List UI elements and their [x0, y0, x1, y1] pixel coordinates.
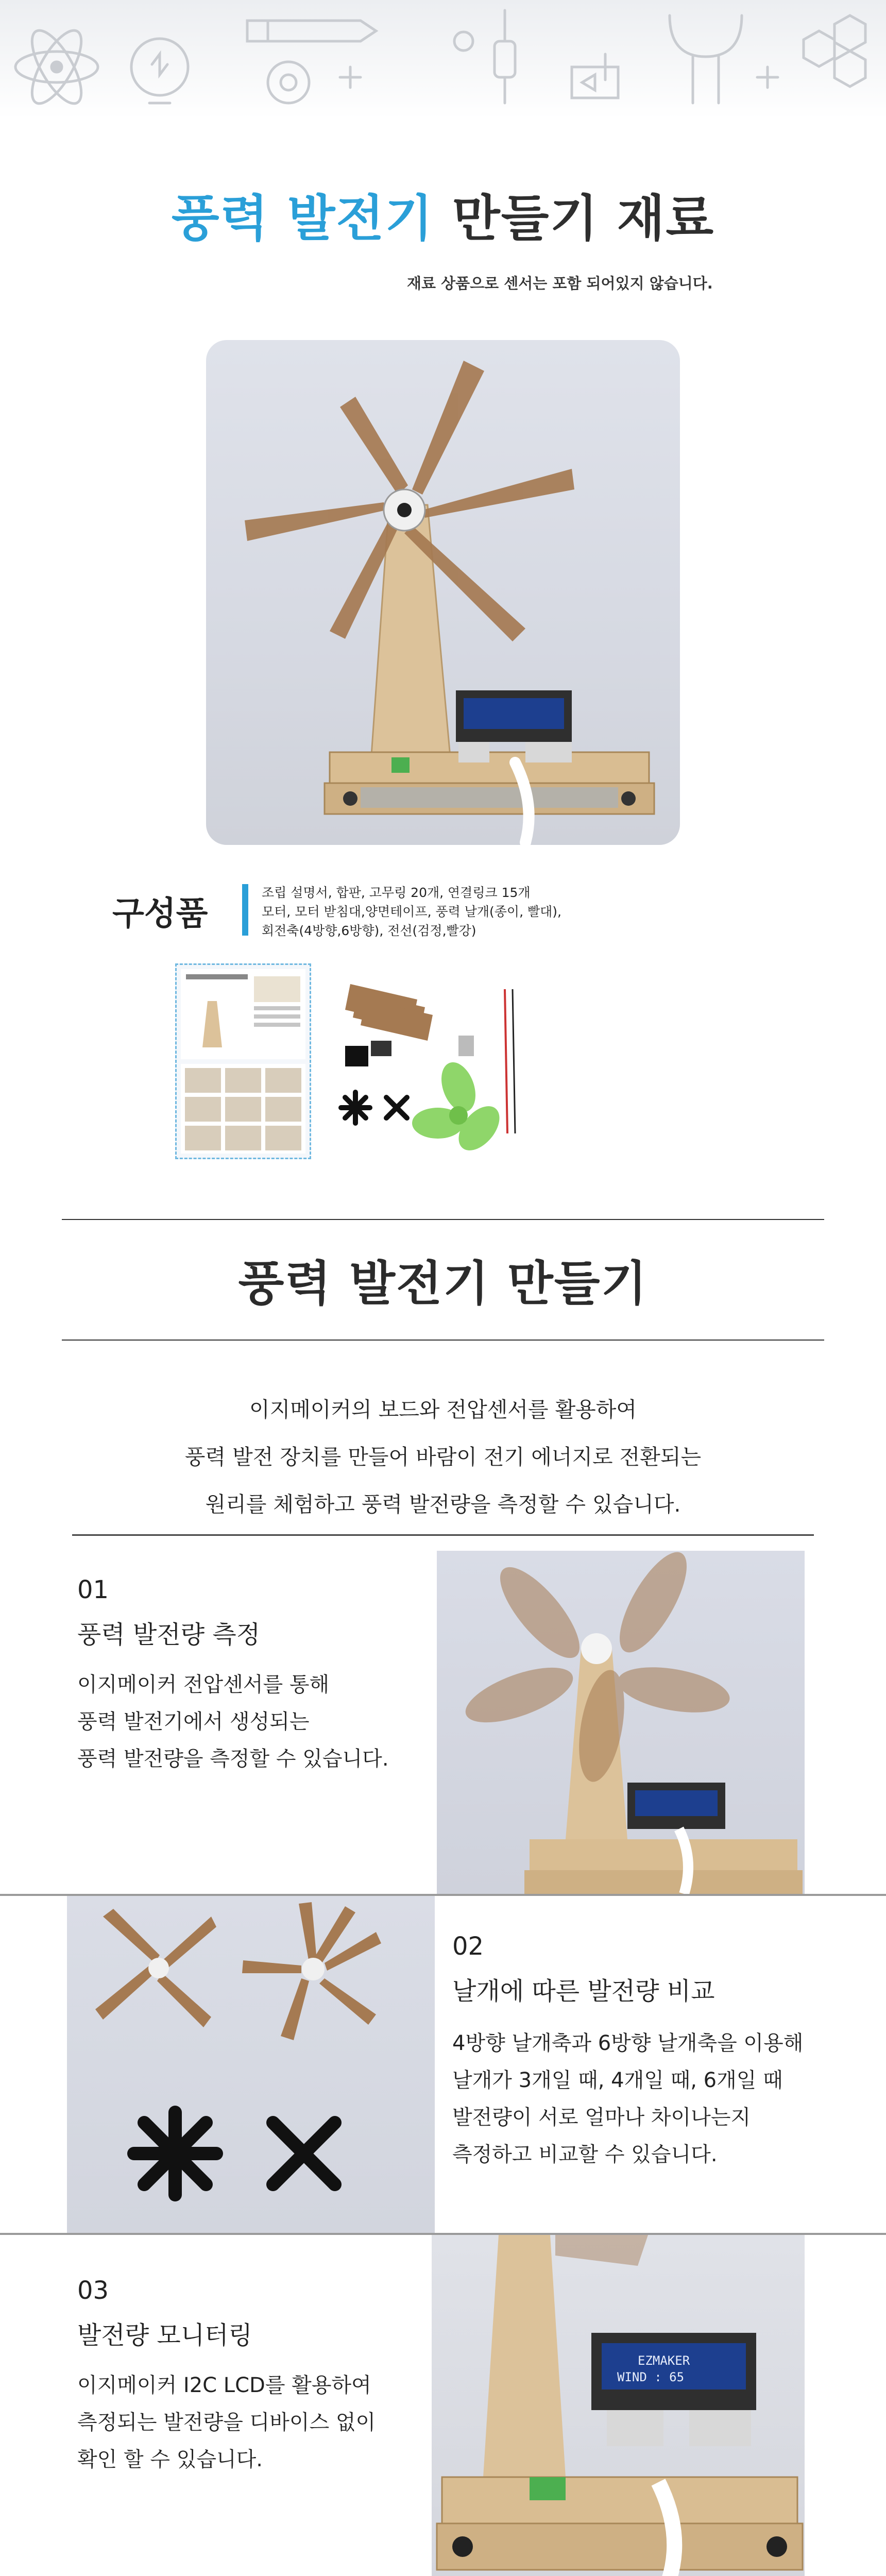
step-2-photo: [67, 1896, 435, 2234]
page-title-rest: 만들기 재료: [452, 190, 715, 247]
step-1-desc-line: 풍력 발전량을 측정할 수 있습니다.: [77, 1747, 389, 1771]
lcd-monitor-image: [432, 2235, 805, 2576]
components-line: 모터, 모터 받침대,양면테이프, 풍력 날개(종이, 빨대),: [262, 904, 561, 919]
intro-divider: [72, 1534, 814, 1536]
step-3-desc-line: 이지메이커 I2C LCD를 활용하여: [77, 2374, 371, 2397]
components-line: 조립 설명서, 합판, 고무링 20개, 연결링크 15개: [262, 885, 531, 900]
section-rule-top: [62, 1219, 824, 1220]
step-2-desc-line: 4방향 날개축과 6방향 날개축을 이용해: [452, 2031, 804, 2055]
step-1-description: [77, 1666, 389, 1777]
lcd-line-1: EZMAKER: [638, 2353, 690, 2368]
intro-line: 이지메이커의 보드와 전압센서를 활용하여: [249, 1397, 637, 1422]
step-2-desc-line: 측정하고 비교할 수 있습니다.: [452, 2143, 718, 2166]
manual-pages-image: [177, 965, 310, 1158]
intro-line: 원리를 체험하고 풍력 발전량을 측정할 수 있습니다.: [205, 1492, 681, 1517]
windmill-illustration: [206, 340, 680, 845]
step-2-description: [452, 2025, 803, 2173]
step-3-desc-line: 확인 할 수 있습니다.: [77, 2448, 263, 2471]
sensor-notice: 재료 상품으로 센서는 포함 되어있지 않습니다.: [407, 275, 713, 292]
spinning-windmill-image: [437, 1551, 805, 1894]
step-2-desc-line: 날개가 3개일 때, 4개일 때, 6개일 때: [452, 2069, 783, 2092]
section-title: 풍력 발전기 만들기: [238, 1256, 648, 1311]
step-3-description: [77, 2367, 376, 2478]
hero-product-photo: [206, 340, 680, 845]
components-heading: 구성품: [112, 895, 208, 933]
lcd-line-2: WIND : 65: [617, 2370, 685, 2384]
assembly-manual-thumbnail: [175, 963, 311, 1159]
section-intro: [0, 1386, 886, 1528]
components-line: 회전축(4방향,6방향), 전선(검정,빨강): [262, 923, 476, 938]
intro-line: 풍력 발전 장치를 만들어 바람이 전기 에너지로 전환되는: [184, 1445, 702, 1469]
step-1-number: 01: [77, 1575, 109, 1604]
step-2-number: 02: [452, 1932, 484, 1961]
step-3-title: 발전량 모니터링: [77, 2321, 252, 2350]
step-1-desc-line: 이지메이커 전압센서를 통해: [77, 1673, 330, 1697]
page-title-highlight: 풍력 발전기: [171, 190, 434, 247]
components-accent-bar: [242, 884, 248, 936]
science-doodle-pattern: [0, 0, 886, 118]
section-rule-bottom: [62, 1340, 824, 1341]
blade-axes-image: [67, 1896, 435, 2234]
step-1-title: 풍력 발전량 측정: [77, 1620, 261, 1649]
step-1-photo: [437, 1551, 805, 1894]
components-list: [262, 883, 561, 940]
kit-parts-image: [335, 969, 541, 1159]
step-2-title: 날개에 따른 발전량 비교: [452, 1977, 715, 2006]
step-2-desc-line: 발전량이 서로 얼마나 차이나는지: [452, 2106, 751, 2129]
step-3-photo: [432, 2235, 805, 2576]
step-3-number: 03: [77, 2276, 109, 2305]
kit-parts-illustration: [335, 969, 541, 1159]
step-3-desc-line: 측정되는 발전량을 디바이스 없이: [77, 2411, 376, 2434]
page-title: [0, 179, 886, 250]
header-banner: [0, 0, 886, 118]
step-1-desc-line: 풍력 발전기에서 생성되는: [77, 1710, 310, 1734]
